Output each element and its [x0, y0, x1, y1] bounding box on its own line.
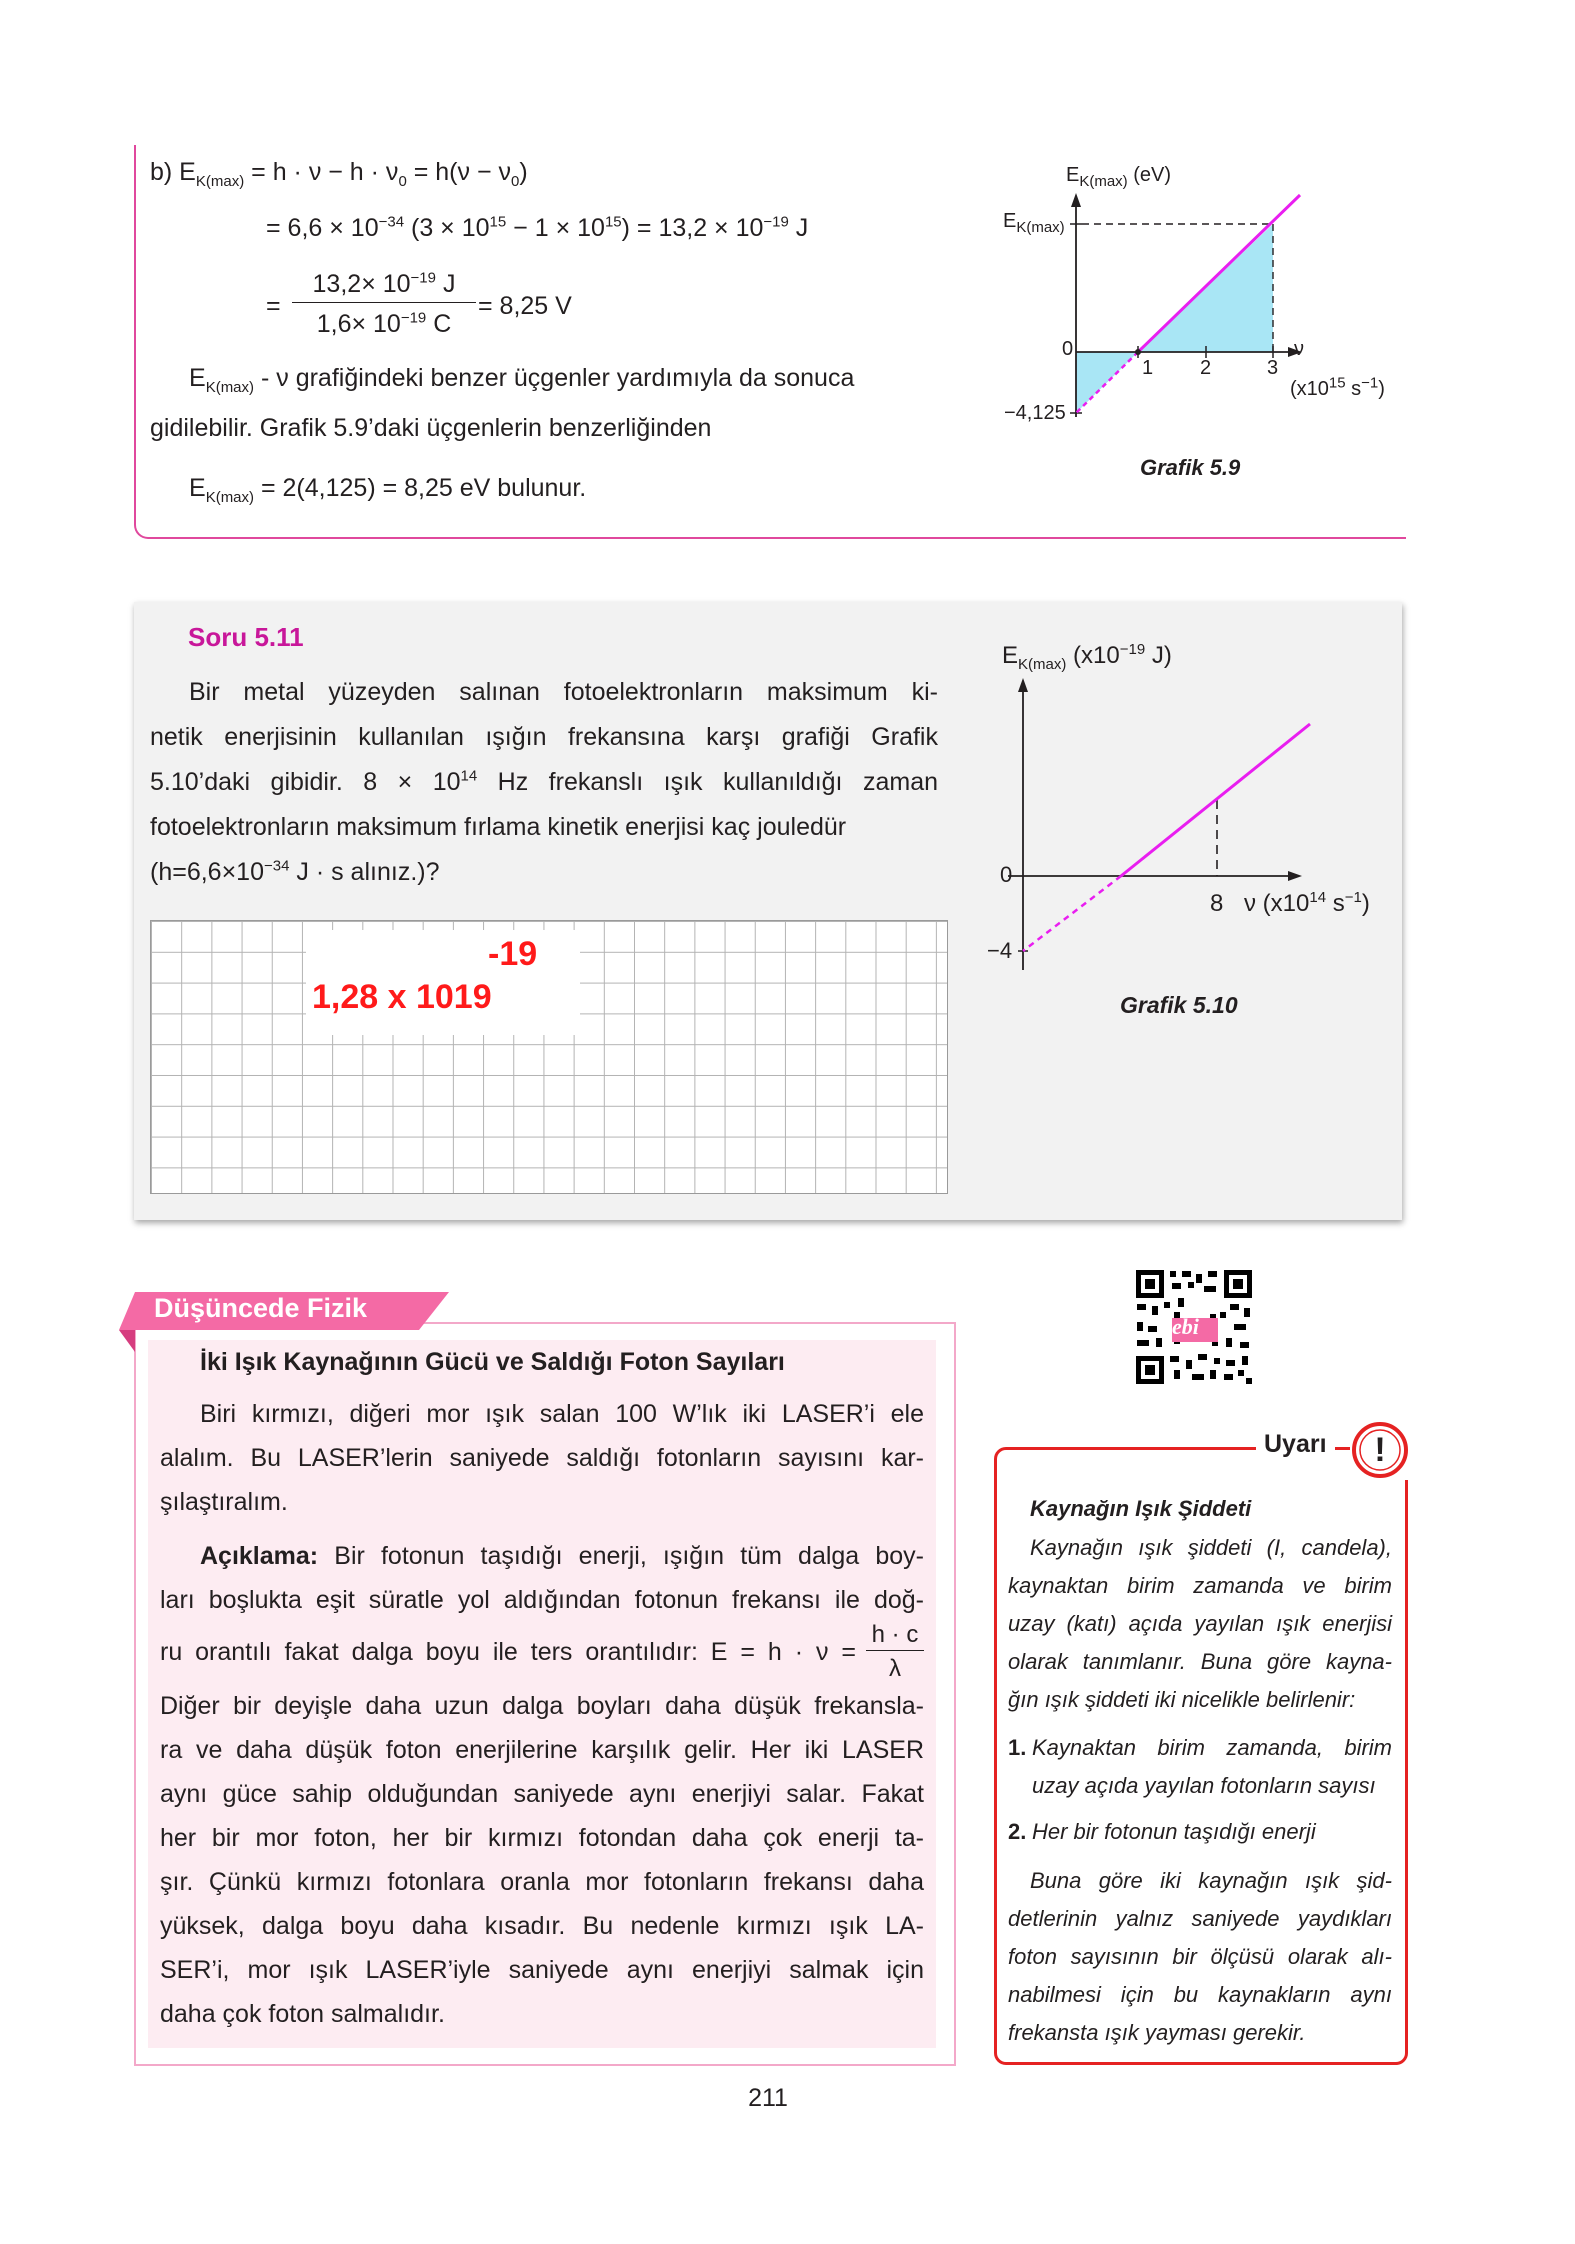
- warning-p1-line: olarak tanımlanır. Buna göre kayna-: [1008, 1649, 1392, 1674]
- thinking-explanation-line-1: Açıklama: Bir fotonun taşıdığı enerji, ışığın tüm dalga boy-: [200, 1542, 924, 1570]
- formula-numerator: h · c: [866, 1620, 924, 1651]
- thinking-p1-line-3: şılaştıralım.: [160, 1488, 288, 1516]
- warning-p2-line: frekansta ışık yayması gerekir.: [1008, 2020, 1306, 2045]
- thinking-physics-title: İki Işık Kaynağının Gücü ve Saldığı Foton Sayıları: [200, 1348, 785, 1376]
- graph510-caption: Grafik 5.10: [1120, 992, 1238, 1018]
- thinking-p1-line-1: Biri kırmızı, diğeri mor ışık salan 100 W’lık iki LASER’i ele: [200, 1400, 924, 1428]
- page-number: 211: [748, 2084, 788, 2112]
- solution-paragraph-line-1: $E_{K(max)}$ - ν grafiğindeki benzer üçgenler yardımıyla da sonuca: [189, 364, 855, 396]
- warning-item-1-number: 1.: [1008, 1735, 1027, 1760]
- thinking-text-line: şır. Çünkü kırmızı fotonlara oranla mor fotonların frekansı daha: [160, 1868, 924, 1896]
- graph510-y-arrow: [1018, 678, 1028, 692]
- solution-line-1: b) $E_{K(max)} = h \cdot \nu - h \cdot \nu_0 = h(\nu - \nu_0)$: [150, 158, 528, 190]
- warning-title: Kaynağın Işık Şiddeti: [1030, 1496, 1252, 1521]
- warning-p2-line: foton sayısının bir ölçüsü olarak alı-: [1008, 1944, 1392, 1969]
- thinking-explanation-line-2: ları boşlukta eşit süratle yol aldığından fotonun frekansı ile doğ-: [160, 1586, 924, 1614]
- warning-p1-line-1: Kaynağın ışık şiddeti (I, candela),: [1030, 1535, 1392, 1560]
- solution-result: $E_{K(max)} = 2(4,125) = 8,25$ eV bulunur.: [189, 474, 587, 506]
- question-line-2: netik enerjisinin kullanılan ışığın frekansına karşı grafiği Grafik: [150, 723, 938, 751]
- graph510-line-dashed: [1023, 876, 1121, 951]
- graph59-zero-label: 0: [1062, 338, 1074, 360]
- question-line-1: Bir metal yüzeyden salınan fotoelektronların maksimum ki-: [189, 678, 938, 706]
- formula-denominator: λ: [889, 1655, 901, 1682]
- graph59-threshold-point: [1135, 349, 1141, 355]
- answer-exponent: -19: [488, 935, 538, 973]
- question-line-3: 5.10’daki gibidir. $8 \times 10^{14}$ Hz frekanslı ışık kullanıldığı zaman: [150, 767, 939, 796]
- warning-item-1-line-1: Kaynaktan birim zamanda, birim: [1032, 1735, 1392, 1760]
- question-title: Soru 5.11: [188, 622, 304, 652]
- warning-p2-line-1: Buna göre iki kaynağın ışık şid-: [1030, 1868, 1392, 1893]
- thinking-text-line: Diğer bir deyişle daha uzun dalga boyları daha düşük frekansla-: [160, 1692, 924, 1720]
- thinking-text-line: aynı güce sahip olduğundan saniyede aynı enerjiyi salar. Fakat: [160, 1780, 924, 1808]
- qr-logo-label: ebi: [1172, 1314, 1199, 1339]
- answer-value: 1,28 x 1019: [312, 978, 492, 1016]
- fraction-equals: =: [266, 292, 281, 320]
- graph59-ymax-label: $E_{K(max)}$: [1003, 210, 1065, 236]
- graph510-line: [1121, 724, 1310, 876]
- thinking-p1-line-2: alalım. Bu LASER’lerin saniyede saldığı fotonların sayısını kar-: [160, 1444, 924, 1472]
- graph59-x-unit: ($x10^{15}$ $s^{-1}$): [1290, 374, 1385, 400]
- warning-p1-line: uzay (katı) açıda yayılan ışık enerjisi: [1008, 1611, 1392, 1636]
- graph510-tick-8-label: 8: [1210, 890, 1224, 917]
- graph-5-10: [990, 640, 1390, 1000]
- graph510-x-unit: ν ($x10^{14}$ $s^{-1}$): [1244, 889, 1370, 917]
- fraction-numerator: $13,2\times 10^{-19}$ J: [292, 270, 476, 303]
- graph59-y-label: $E_{K(max)}$ (eV): [1066, 164, 1172, 190]
- graph510-neg-label: −4: [987, 938, 1013, 963]
- graph59-y-arrow: [1071, 193, 1081, 207]
- warning-p2-line: detlerinin yalnız saniyede yaydıkları: [1008, 1906, 1392, 1931]
- thinking-text-line: ra ve daha düşük foton enerjilerine karşılık gelir. Her iki LASER: [160, 1736, 924, 1764]
- fraction-result: = 8,25 V: [478, 292, 572, 320]
- warning-item-2: Her bir fotonun taşıdığı enerji: [1032, 1819, 1316, 1844]
- graph510-y-label: $E_{K(max)}$ ($x10^{-19}$ J): [1002, 641, 1172, 673]
- thinking-text-line: daha çok foton salmalıdır.: [160, 2000, 445, 2028]
- graph59-neg-label: −4,125: [1004, 402, 1066, 424]
- warning-p1-line: kaynaktan birim zamanda ve birim: [1008, 1573, 1392, 1598]
- warning-item-2-number: 2.: [1008, 1819, 1027, 1844]
- question-line-5: ($h=6,6\times 10^{-34}$ J · s alınız.)?: [150, 857, 440, 886]
- warning-exclamation: !: [1374, 1431, 1386, 1469]
- thinking-text-line: her bir mor foton, her bir kırmızı fotondan daha çok enerji ta-: [160, 1824, 924, 1852]
- graph59-tick-2-label: 2: [1200, 357, 1212, 379]
- thinking-explanation-line-3: ru orantılı fakat dalga boyu ile ters orantılıdır: E = h · ν =: [160, 1638, 856, 1666]
- graph510-x-arrow: [1288, 871, 1302, 881]
- solution-line-2: = $6,6 \times 10^{-34}$ $(3 \times 10^{15} - 1 \times 10^{15}) = 13,2 \times 10^{-19}$ J: [266, 213, 809, 242]
- warning-item-1-line-2: uzay açıda yayılan fotonların sayısı: [1032, 1773, 1376, 1798]
- warning-p1-line: ğın ışık şiddeti iki nicelikle belirlenir:: [1008, 1687, 1356, 1712]
- graph59-nu-label: ν: [1294, 338, 1304, 360]
- thinking-text-line: yüksek, dalga boyu daha kısadır. Bu nedenle kırmızı ışık LA-: [160, 1912, 924, 1940]
- thinking-text-line: SER’i, mor ışık LASER’iyle saniyede aynı enerjiyi salmak için: [160, 1956, 924, 1984]
- thinking-physics-banner: Düşüncede Fizik: [154, 1293, 368, 1323]
- fraction-denominator: $1,6\times 10^{-19}$ C: [316, 309, 452, 338]
- solution-paragraph-line-2: gidilebilir. Grafik 5.9’daki üçgenlerin benzerliğinden: [150, 414, 712, 442]
- warning-label: Uyarı: [1256, 1430, 1335, 1459]
- graph510-zero-label: 0: [1000, 862, 1013, 887]
- question-line-4: fotoelektronların maksimum fırlama kinetik enerjisi kaç jouledür: [150, 813, 847, 841]
- graph59-caption: Grafik 5.9: [1140, 455, 1241, 480]
- graph-5-9: [990, 155, 1410, 495]
- warning-p2-line: nabilmesi için bu kaynakların aynı: [1008, 1982, 1392, 2007]
- graph59-tick-1-label: 1: [1142, 357, 1154, 379]
- graph59-tick-3-label: 3: [1267, 357, 1279, 379]
